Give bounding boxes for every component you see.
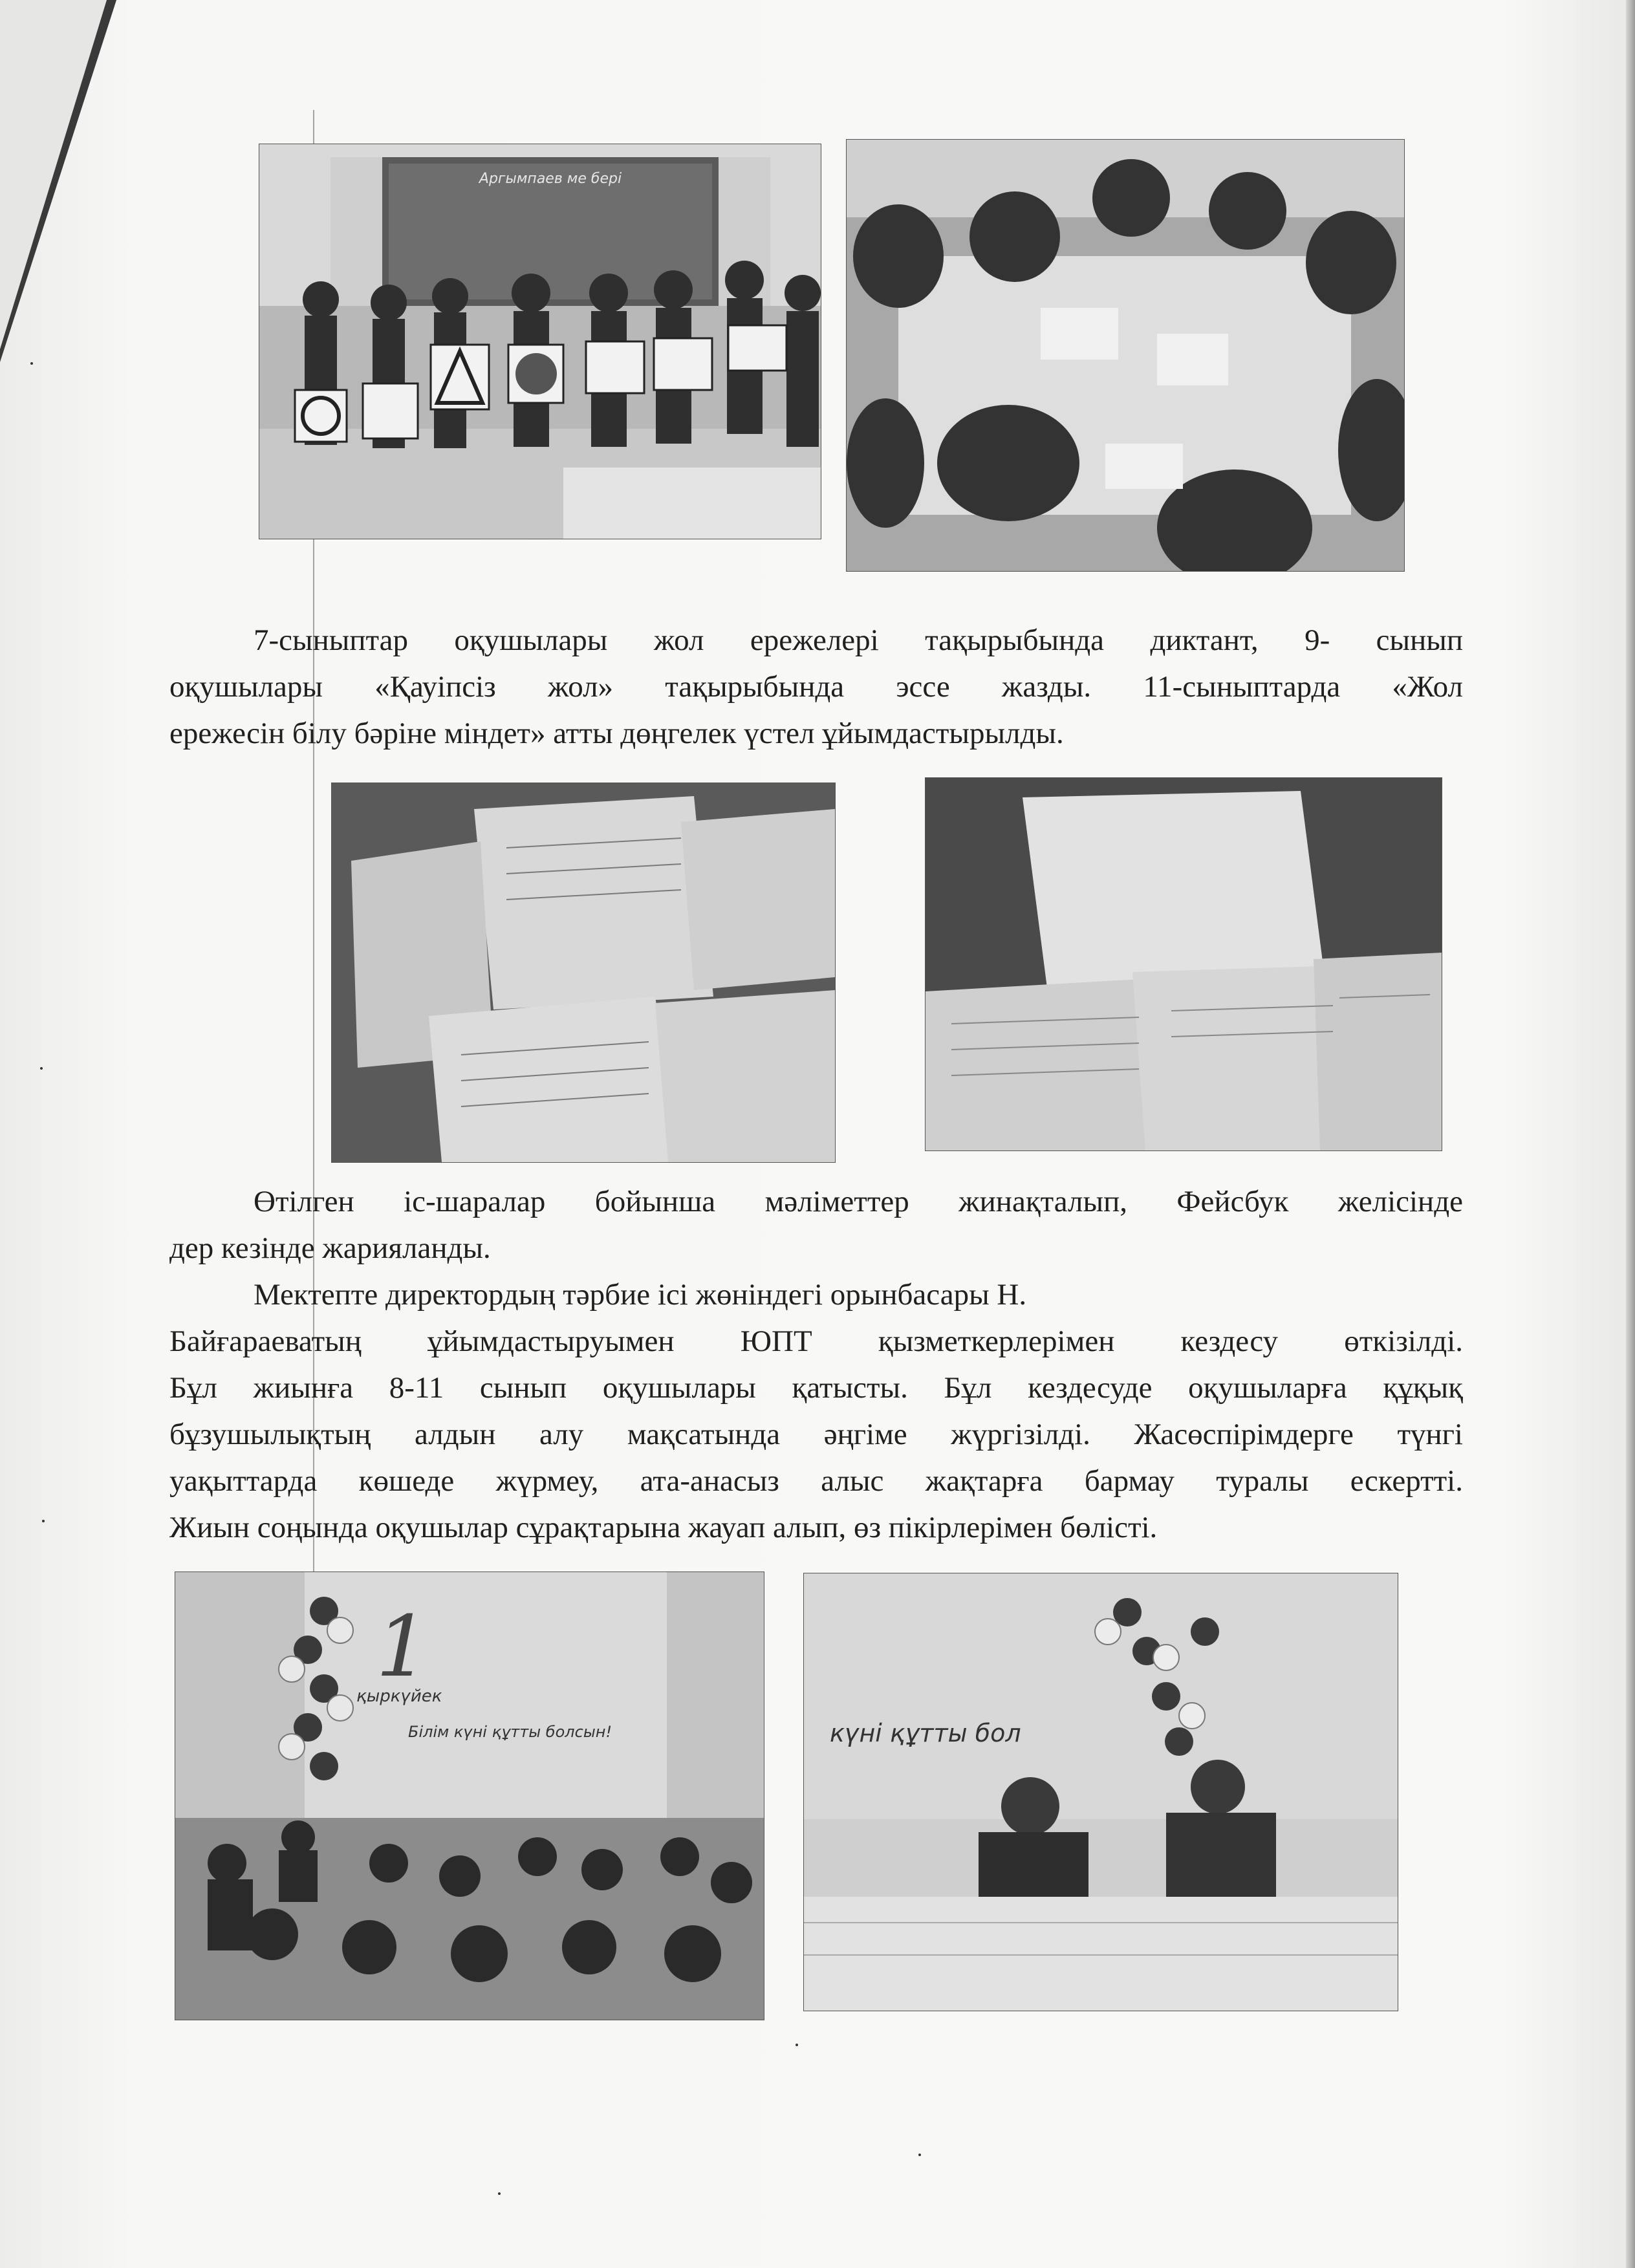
photo-written-papers-2 [925, 777, 1442, 1151]
photo-written-papers-1 [331, 783, 836, 1163]
paragraph-meeting [169, 1271, 1463, 1551]
paragraph-line: 7-сыныптар оқушылары жол ережелері тақырыбында диктант, 9- сынып [254, 623, 1463, 657]
page-edge-shadow [1626, 0, 1635, 2268]
paragraph-line: ережесін білу бәріне міндет» атты дөңгелек үстел ұйымдастырылды. [169, 717, 1064, 750]
paragraph-dictation [169, 617, 1463, 757]
paragraph-facebook [169, 1178, 1463, 1271]
scan-speck [40, 1067, 43, 1070]
paragraph-line: уақыттарда көшеде жүрмеу, ата-анасыз алыс жақтарға бармау туралы ескертті. [169, 1464, 1463, 1498]
banner-greeting: Білім күні құтты болсын! [408, 1723, 612, 1741]
paragraph-line: оқушылары «Қауіпсіз жол» тақырыбында эссе жазды. 11-сыныптарда «Жол [169, 670, 1463, 704]
banner-greeting: күні құтты бол [830, 1719, 1021, 1747]
scan-speck [796, 2044, 798, 2046]
paragraph-line: Мектепте директордың тәрбие ісі жөніндегі орынбасары Н. [254, 1278, 1027, 1312]
photo-children-road-signs [259, 144, 821, 539]
paragraph-line: Жиын соңында оқушылар сұрақтарына жауап алып, өз пікірлерімен бөлісті. [169, 1511, 1158, 1544]
photo-students-drawing [846, 139, 1405, 572]
folded-corner-flap [0, 0, 107, 349]
photo-meeting-officials [803, 1573, 1398, 2011]
scan-speck [42, 1520, 45, 1522]
paragraph-line: бұзушылықтың алдын алу мақсатында әңгіме жүргізілді. Жасөспірімдерге түнгі [169, 1418, 1463, 1451]
banner-month: қыркүйек [356, 1687, 442, 1706]
paragraph-line: Байғараеватың ұйымдастыруымен ЮПТ қызметкерлерімен кездесу өткізілді. [169, 1324, 1463, 1358]
scan-speck [498, 2192, 501, 2195]
scan-speck [30, 362, 33, 365]
paragraph-line: дер кезінде жарияланды. [169, 1231, 491, 1265]
paragraph-line: Өтілген іс-шаралар бойынша мәліметтер жинақталып, Фейсбук желісінде [254, 1185, 1463, 1218]
board-text: Аргымпаев ме бері [479, 171, 622, 187]
photo-meeting-audience [175, 1571, 764, 2020]
paragraph-line: Бұл жиынға 8-11 сынып оқушылары қатысты. Бұл кездесуде оқушыларға құқық [169, 1371, 1463, 1405]
scan-speck [918, 2154, 921, 2156]
banner-number: 1 [376, 1597, 429, 1696]
